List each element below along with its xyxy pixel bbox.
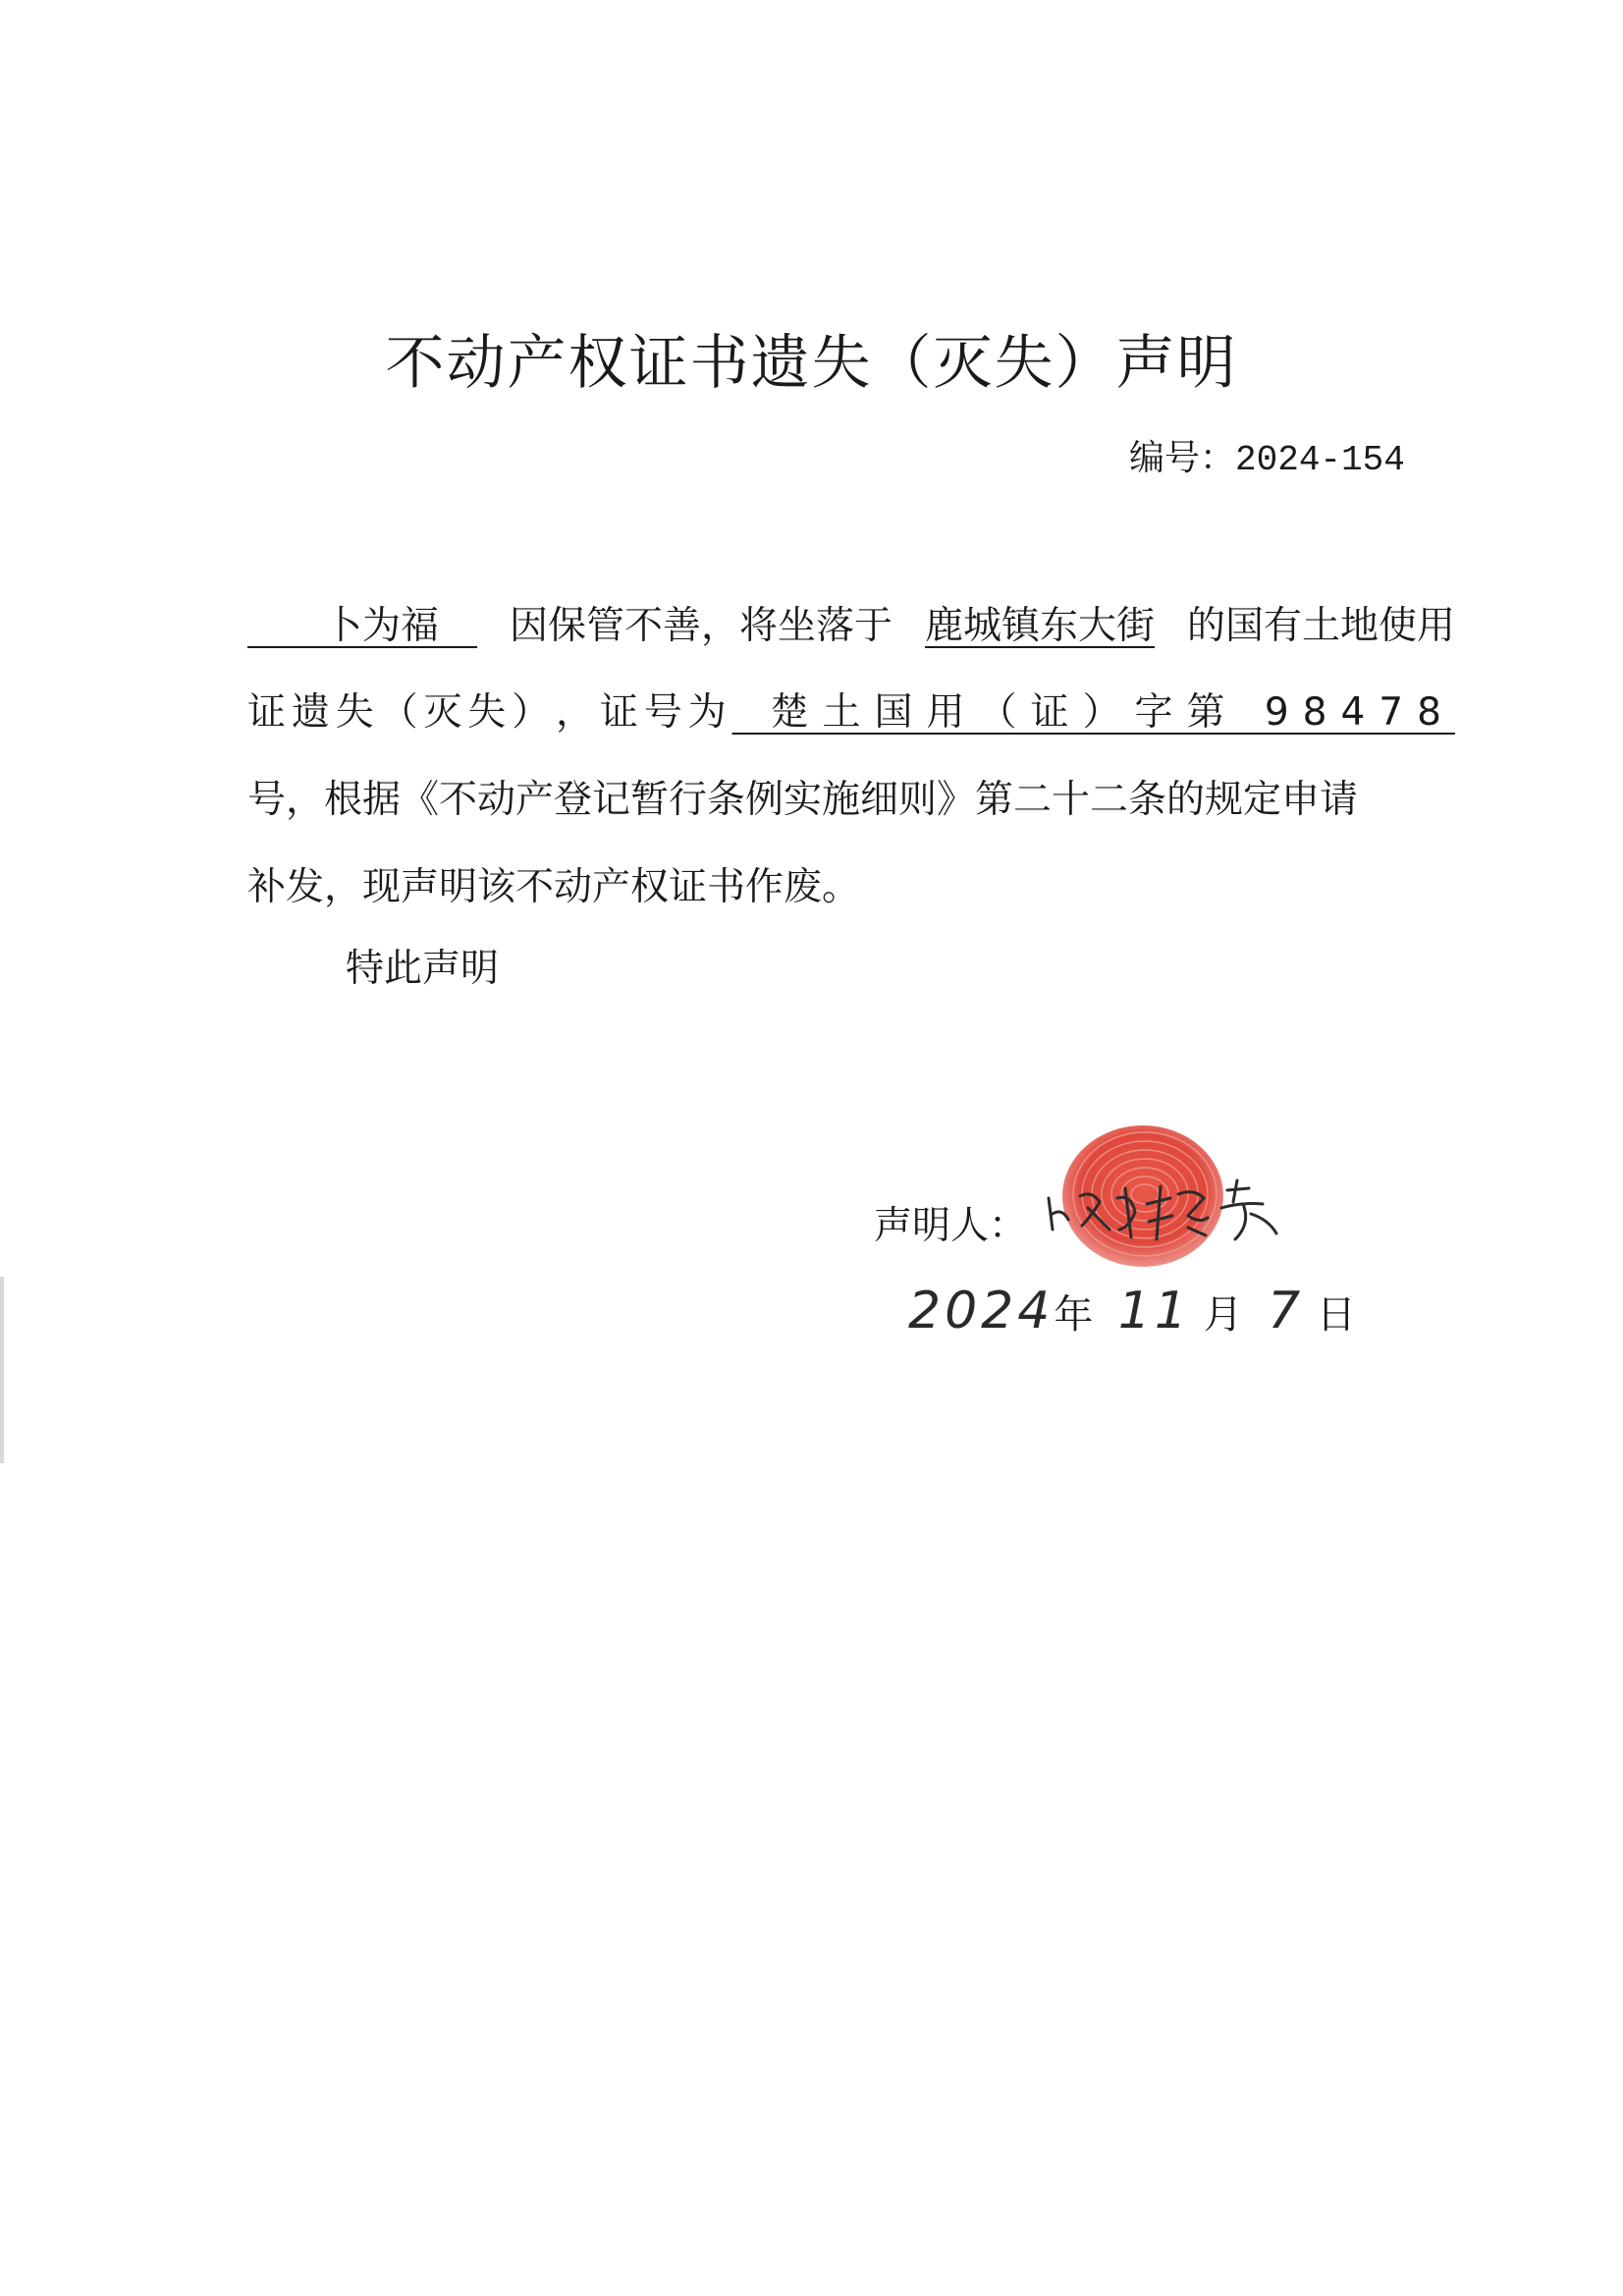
paragraph-line-1: [247, 595, 1455, 650]
document-title: 不动产权证书遗失（灭失）声明: [385, 329, 1238, 398]
signature-date: [908, 1282, 1356, 1340]
line2-char: ）: [512, 690, 551, 735]
line2-char: 号: [643, 690, 682, 735]
document-number-value: 2024-154: [1235, 440, 1405, 480]
property-location: 鹿城镇东大街: [925, 604, 1156, 648]
paragraph-line-4: 补发，现声明该不动产权证书作废。: [247, 865, 861, 909]
date-day: 7: [1268, 1282, 1305, 1340]
handwritten-signature: [1041, 1169, 1296, 1247]
date-year: 2024: [908, 1282, 1055, 1340]
document-number: [1129, 430, 1405, 480]
line2-char: 遗: [291, 690, 330, 735]
date-month: 11: [1117, 1282, 1191, 1340]
date-month-unit: 月: [1203, 1292, 1243, 1338]
line2-char: 证: [247, 690, 287, 735]
location-field: [925, 595, 1155, 650]
date-day-unit: 日: [1316, 1292, 1356, 1338]
line2-char: 证: [599, 690, 638, 735]
line2-char: ，: [556, 690, 595, 735]
document-number-label: 编号：: [1129, 438, 1236, 478]
scan-edge-mark: [0, 1277, 4, 1463]
line2-char: 为: [687, 690, 727, 735]
date-year-unit: 年: [1054, 1292, 1094, 1338]
line2-char: 失: [467, 690, 507, 735]
closing-statement: 特此声明: [346, 947, 500, 991]
paragraph-line-3: 号，根据《不动产登记暂行条例实施细则》第二十二条的规定申请: [247, 778, 1359, 822]
certificate-number-field: [731, 682, 1454, 737]
declarant-name: 卜为福: [324, 604, 440, 648]
para-text-1: 因保管不善，将坐落于: [510, 604, 893, 648]
certificate-number: 楚土国用（证）字第 98478: [770, 690, 1455, 735]
line2-char: （: [379, 690, 418, 735]
line2-char: 失: [335, 690, 374, 735]
line2-char: 灭: [423, 690, 462, 735]
paragraph-line-2: [247, 682, 1455, 737]
para-text-2: 的国有土地使用: [1186, 604, 1455, 648]
declarant-label: 声明人：: [874, 1204, 1028, 1248]
declarant-name-field: [247, 595, 477, 650]
